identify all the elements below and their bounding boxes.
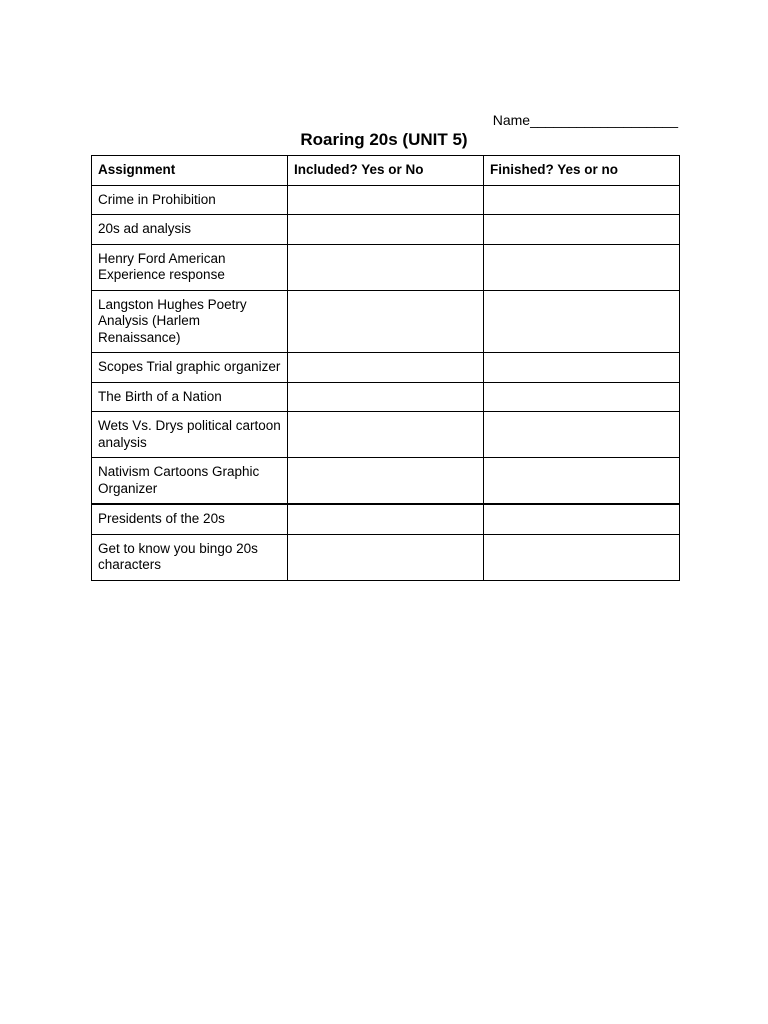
finished-cell[interactable]: [484, 215, 680, 245]
assignment-cell: Langston Hughes Poetry Analysis (Harlem Renaissance): [92, 290, 288, 353]
assignment-cell: Henry Ford American Experience response: [92, 244, 288, 290]
assignment-cell: Presidents of the 20s: [92, 504, 288, 534]
document-title: Roaring 20s (UNIT 5): [300, 130, 468, 149]
included-cell[interactable]: [288, 382, 484, 412]
table-row: [92, 534, 680, 580]
assignment-cell: Crime in Prohibition: [92, 185, 288, 215]
included-cell[interactable]: [288, 534, 484, 580]
table-row: [92, 215, 680, 245]
included-cell[interactable]: [288, 412, 484, 458]
included-cell[interactable]: [288, 504, 484, 534]
column-header-assignment: Assignment: [92, 156, 288, 186]
table-row: [92, 412, 680, 458]
assignment-checklist-table: [91, 155, 680, 581]
column-header-finished: Finished? Yes or no: [484, 156, 680, 186]
finished-cell[interactable]: [484, 185, 680, 215]
table-row: [92, 185, 680, 215]
included-cell[interactable]: [288, 215, 484, 245]
included-cell[interactable]: [288, 244, 484, 290]
included-cell[interactable]: [288, 458, 484, 505]
assignment-cell: Scopes Trial graphic organizer: [92, 353, 288, 383]
assignment-cell: Nativism Cartoons Graphic Organizer: [92, 458, 288, 505]
table-row: [92, 382, 680, 412]
assignment-cell: The Birth of a Nation: [92, 382, 288, 412]
finished-cell[interactable]: [484, 504, 680, 534]
finished-cell[interactable]: [484, 290, 680, 353]
table-row: [92, 290, 680, 353]
finished-cell[interactable]: [484, 353, 680, 383]
assignment-cell: Get to know you bingo 20s characters: [92, 534, 288, 580]
table-row: [92, 458, 680, 505]
table-row: [92, 504, 680, 534]
table-row: [92, 353, 680, 383]
included-cell[interactable]: [288, 290, 484, 353]
column-header-included: Included? Yes or No: [288, 156, 484, 186]
finished-cell[interactable]: [484, 458, 680, 505]
assignment-cell: Wets Vs. Drys political cartoon analysis: [92, 412, 288, 458]
included-cell[interactable]: [288, 353, 484, 383]
finished-cell[interactable]: [484, 382, 680, 412]
assignment-cell: 20s ad analysis: [92, 215, 288, 245]
finished-cell[interactable]: [484, 412, 680, 458]
table-row: [92, 244, 680, 290]
included-cell[interactable]: [288, 185, 484, 215]
name-field-label: Name___________________: [492, 112, 678, 128]
table-header-row: [92, 156, 680, 186]
finished-cell[interactable]: [484, 534, 680, 580]
finished-cell[interactable]: [484, 244, 680, 290]
